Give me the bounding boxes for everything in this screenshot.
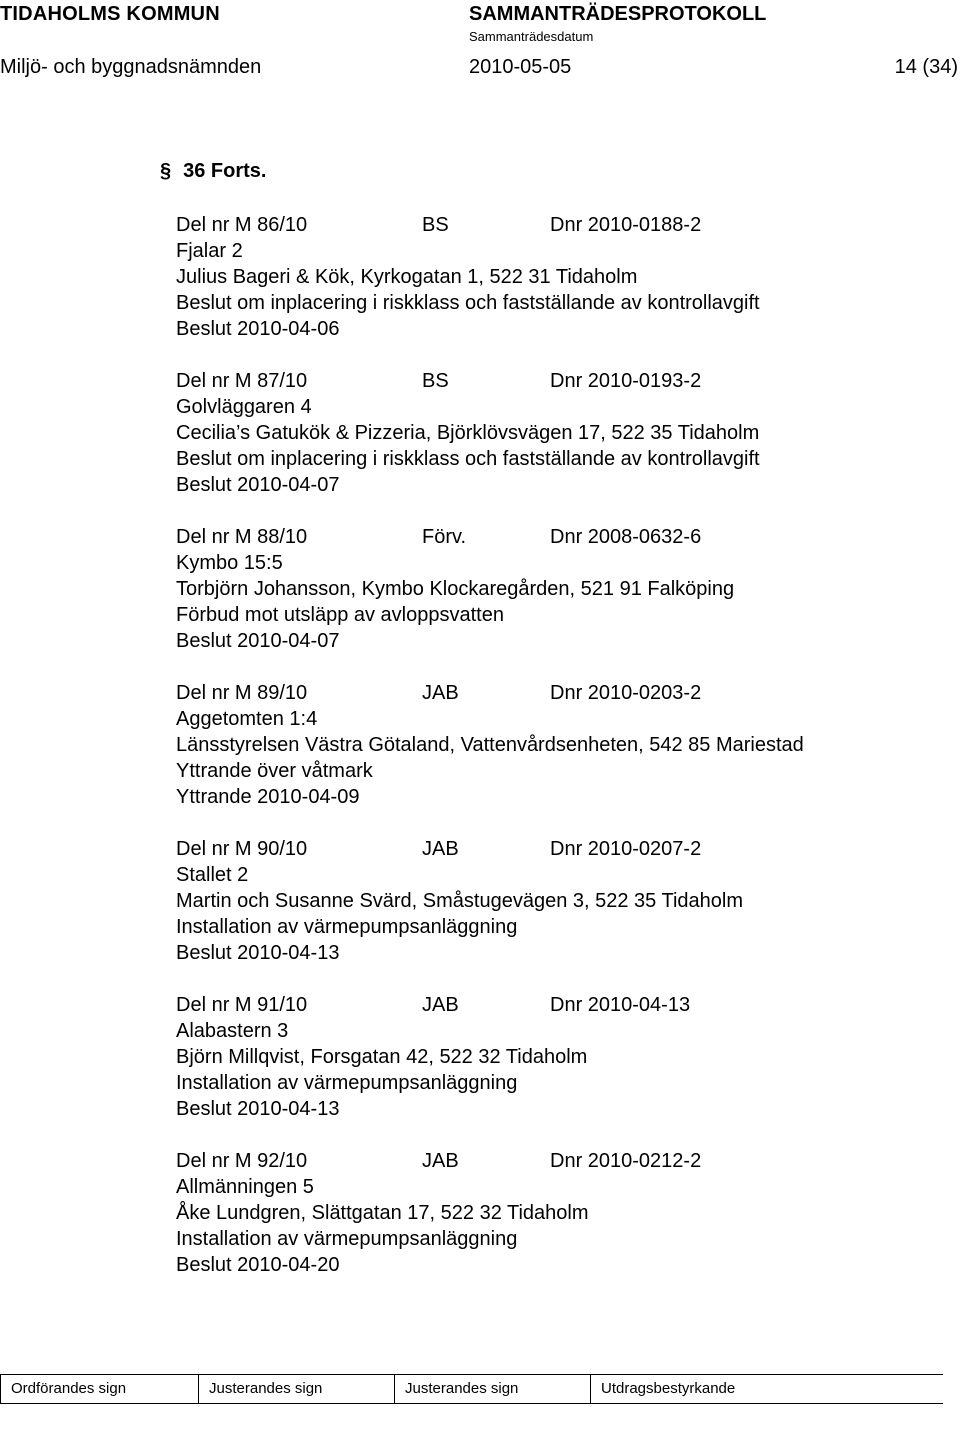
- delegation-number: Del nr M 90/10: [176, 838, 308, 860]
- date-label: Sammanträdesdatum: [469, 29, 594, 44]
- entry-line: Alabastern 3: [176, 1020, 289, 1042]
- diary-number: Dnr 2010-04-13: [550, 994, 691, 1016]
- official-sign: JAB: [422, 1150, 459, 1172]
- entry-line: Julius Bageri & Kök, Kyrkogatan 1, 522 31 Tidaholm: [176, 266, 638, 288]
- entry-line: Beslut 2010-04-07: [176, 630, 340, 652]
- diary-number: Dnr 2008-0632-6: [550, 526, 702, 548]
- decision-entry: [176, 524, 936, 654]
- official-sign: BS: [422, 370, 449, 392]
- entry-line: Yttrande 2010-04-09: [176, 786, 360, 808]
- entry-line: Beslut 2010-04-06: [176, 318, 340, 340]
- delegation-number: Del nr M 91/10: [176, 994, 308, 1016]
- decision-entry: [176, 368, 936, 498]
- adjuster-signature-cell-2: Justerandes sign: [395, 1374, 591, 1404]
- entry-header: [176, 368, 936, 394]
- department-name: Miljö- och byggnadsnämnden: [0, 56, 262, 78]
- entry-line: Länsstyrelsen Västra Götaland, Vattenvårdsenheten, 542 85 Mariestad: [176, 734, 804, 756]
- entry-line: Fjalar 2: [176, 240, 243, 262]
- diary-number: Dnr 2010-0207-2: [550, 838, 702, 860]
- section-title: 36 Forts.: [183, 160, 267, 182]
- signature-footer: [0, 1374, 943, 1404]
- entry-line: Beslut om inplacering i riskklass och fastställande av kontrollavgift: [176, 292, 760, 314]
- delegation-number: Del nr M 92/10: [176, 1150, 308, 1172]
- official-sign: Förv.: [422, 526, 467, 548]
- diary-number: Dnr 2010-0203-2: [550, 682, 702, 704]
- entry-header: [176, 524, 936, 550]
- decision-entry: [176, 212, 936, 342]
- official-sign: JAB: [422, 838, 459, 860]
- delegation-number: Del nr M 87/10: [176, 370, 308, 392]
- decision-entry: [176, 836, 936, 966]
- decision-entry: [176, 992, 936, 1122]
- delegation-decision-list: [176, 212, 936, 1304]
- entry-header: [176, 836, 936, 862]
- entry-line: Martin och Susanne Svärd, Småstugevägen 3, 522 35 Tidaholm: [176, 890, 744, 912]
- entry-line: Stallet 2: [176, 864, 249, 886]
- page-number: 14 (34): [894, 56, 958, 78]
- decision-entry: [176, 680, 936, 810]
- entry-line: Beslut 2010-04-20: [176, 1254, 340, 1276]
- official-sign: JAB: [422, 682, 459, 704]
- entry-line: Aggetomten 1:4: [176, 708, 318, 730]
- diary-number: Dnr 2010-0188-2: [550, 214, 702, 236]
- entry-header: [176, 992, 936, 1018]
- entry-line: Förbud mot utsläpp av avloppsvatten: [176, 604, 504, 626]
- entry-header: [176, 1148, 936, 1174]
- delegation-number: Del nr M 88/10: [176, 526, 308, 548]
- entry-line: Beslut 2010-04-13: [176, 942, 340, 964]
- document-title: SAMMANTRÄDESPROTOKOLL: [469, 3, 767, 25]
- entry-line: Yttrande över våtmark: [176, 760, 373, 782]
- official-sign: BS: [422, 214, 449, 236]
- entry-line: Installation av värmepumpsanläggning: [176, 1072, 518, 1094]
- chair-signature-cell: Ordförandes sign: [0, 1374, 199, 1404]
- entry-line: Installation av värmepumpsanläggning: [176, 916, 518, 938]
- diary-number: Dnr 2010-0212-2: [550, 1150, 702, 1172]
- delegation-number: Del nr M 86/10: [176, 214, 308, 236]
- entry-line: Beslut 2010-04-07: [176, 474, 340, 496]
- meeting-date: 2010-05-05: [469, 56, 572, 78]
- entry-line: Björn Millqvist, Forsgatan 42, 522 32 Tidaholm: [176, 1046, 588, 1068]
- entry-line: Åke Lundgren, Slättgatan 17, 522 32 Tidaholm: [176, 1202, 589, 1224]
- entry-line: Installation av värmepumpsanläggning: [176, 1228, 518, 1250]
- official-sign: JAB: [422, 994, 459, 1016]
- certified-copy-cell: Utdragsbestyrkande: [591, 1374, 943, 1404]
- entry-line: Torbjörn Johansson, Kymbo Klockaregården, 521 91 Falköping: [176, 578, 735, 600]
- decision-entry: [176, 1148, 936, 1278]
- entry-line: Beslut om inplacering i riskklass och fastställande av kontrollavgift: [176, 448, 760, 470]
- paragraph-symbol: §: [160, 160, 172, 182]
- entry-line: Golvläggaren 4: [176, 396, 312, 418]
- adjuster-signature-cell-1: Justerandes sign: [199, 1374, 395, 1404]
- entry-header: [176, 212, 936, 238]
- entry-line: Kymbo 15:5: [176, 552, 283, 574]
- entry-header: [176, 680, 936, 706]
- diary-number: Dnr 2010-0193-2: [550, 370, 702, 392]
- delegation-number: Del nr M 89/10: [176, 682, 308, 704]
- section-heading: [160, 160, 266, 183]
- entry-line: Allmänningen 5: [176, 1176, 314, 1198]
- entry-line: Beslut 2010-04-13: [176, 1098, 340, 1120]
- entry-line: Cecilia’s Gatukök & Pizzeria, Björklövsvägen 17, 522 35 Tidaholm: [176, 422, 760, 444]
- municipality-name: TIDAHOLMS KOMMUN: [0, 3, 220, 25]
